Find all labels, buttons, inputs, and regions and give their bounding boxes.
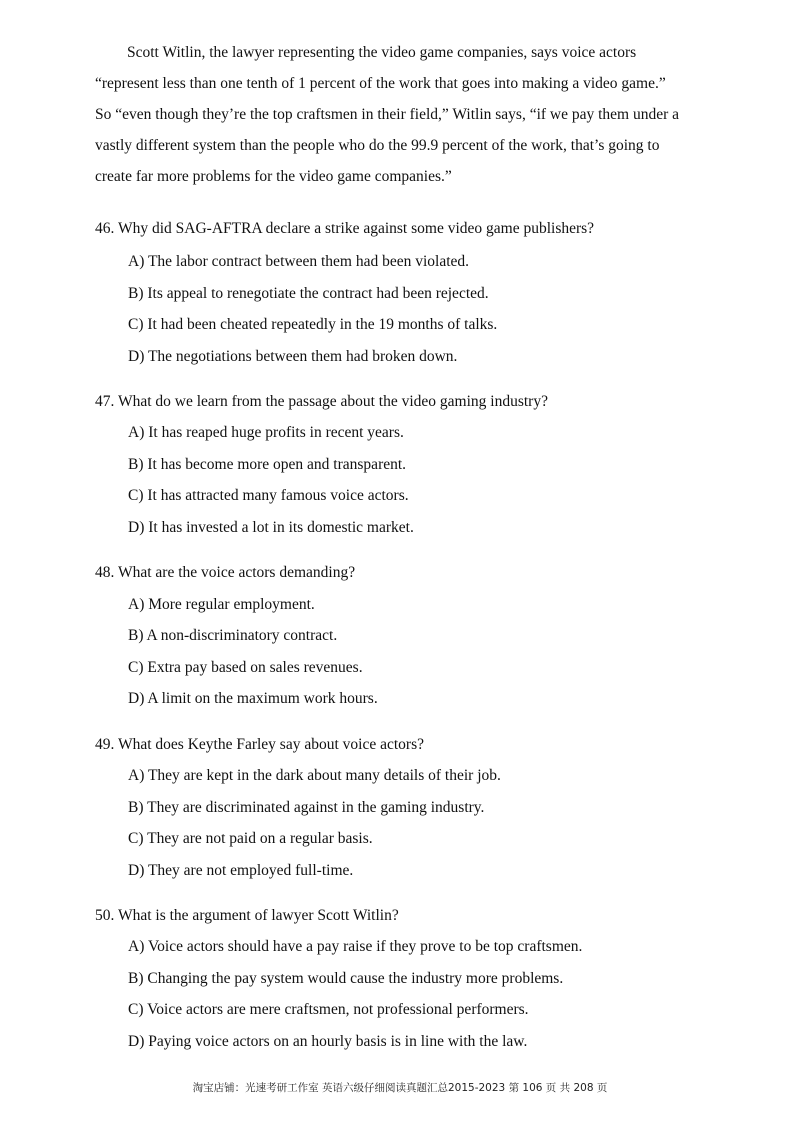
question-47-stem: 47. What do we learn from the passage about the video gaming industry?	[95, 393, 548, 410]
question-46-option-a: A) The labor contract between them had been violated.	[128, 253, 470, 270]
passage-line: “represent less than one tenth of 1 percent of the work that goes into making a video game.”	[95, 75, 666, 92]
question-49-option-b: B) They are discriminated against in the gaming industry.	[128, 799, 485, 816]
passage-line: Scott Witlin, the lawyer representing the video game companies, says voice actors	[127, 44, 637, 61]
question-48-option-b: B) A non-discriminatory contract.	[128, 627, 338, 644]
passage-line: create far more problems for the video game companies.”	[95, 168, 452, 185]
passage-line: So “even though they’re the top craftsmen in their field,” Witlin says, “if we pay them under a	[95, 106, 680, 123]
passage-line: vastly different system than the people who do the 99.9 percent of the work, that’s going to	[95, 137, 660, 154]
question-46-option-c: C) It had been cheated repeatedly in the 19 months of talks.	[128, 316, 498, 333]
question-50-option-d: D) Paying voice actors on an hourly basis is in line with the law.	[128, 1033, 528, 1050]
question-50-option-c: C) Voice actors are mere craftsmen, not professional performers.	[128, 1001, 529, 1018]
question-48-option-a: A) More regular employment.	[128, 596, 315, 613]
page-footer: 淘宝店铺：光速考研工作室 英语六级仔细阅读真题汇总2015-2023 第 106 页 共 208 页	[192, 1082, 608, 1094]
question-47-option-c: C) It has attracted many famous voice actors.	[128, 487, 409, 504]
question-50-option-a: A) Voice actors should have a pay raise if they prove to be top craftsmen.	[128, 938, 583, 955]
question-46-option-b: B) Its appeal to renegotiate the contract had been rejected.	[128, 285, 489, 302]
question-48-stem: 48. What are the voice actors demanding?	[95, 564, 356, 581]
question-49-option-d: D) They are not employed full-time.	[128, 862, 354, 879]
question-47-option-b: B) It has become more open and transparent.	[128, 456, 407, 473]
passage-paragraph	[95, 37, 705, 192]
question-48-option-c: C) Extra pay based on sales revenues.	[128, 659, 363, 676]
question-50-option-b: B) Changing the pay system would cause the industry more problems.	[128, 970, 564, 987]
question-49-option-c: C) They are not paid on a regular basis.	[128, 830, 373, 847]
question-50-stem: 50. What is the argument of lawyer Scott Witlin?	[95, 907, 399, 924]
question-47-option-d: D) It has invested a lot in its domestic market.	[128, 519, 414, 536]
question-49-option-a: A) They are kept in the dark about many details of their job.	[128, 767, 501, 784]
question-46-option-d: D) The negotiations between them had broken down.	[128, 348, 458, 365]
question-47-option-a: A) It has reaped huge profits in recent years.	[128, 424, 404, 441]
question-49-stem: 49. What does Keythe Farley say about voice actors?	[95, 736, 424, 753]
question-48-option-d: D) A limit on the maximum work hours.	[128, 690, 378, 707]
question-46-stem: 46. Why did SAG-AFTRA declare a strike against some video game publishers?	[95, 220, 595, 237]
